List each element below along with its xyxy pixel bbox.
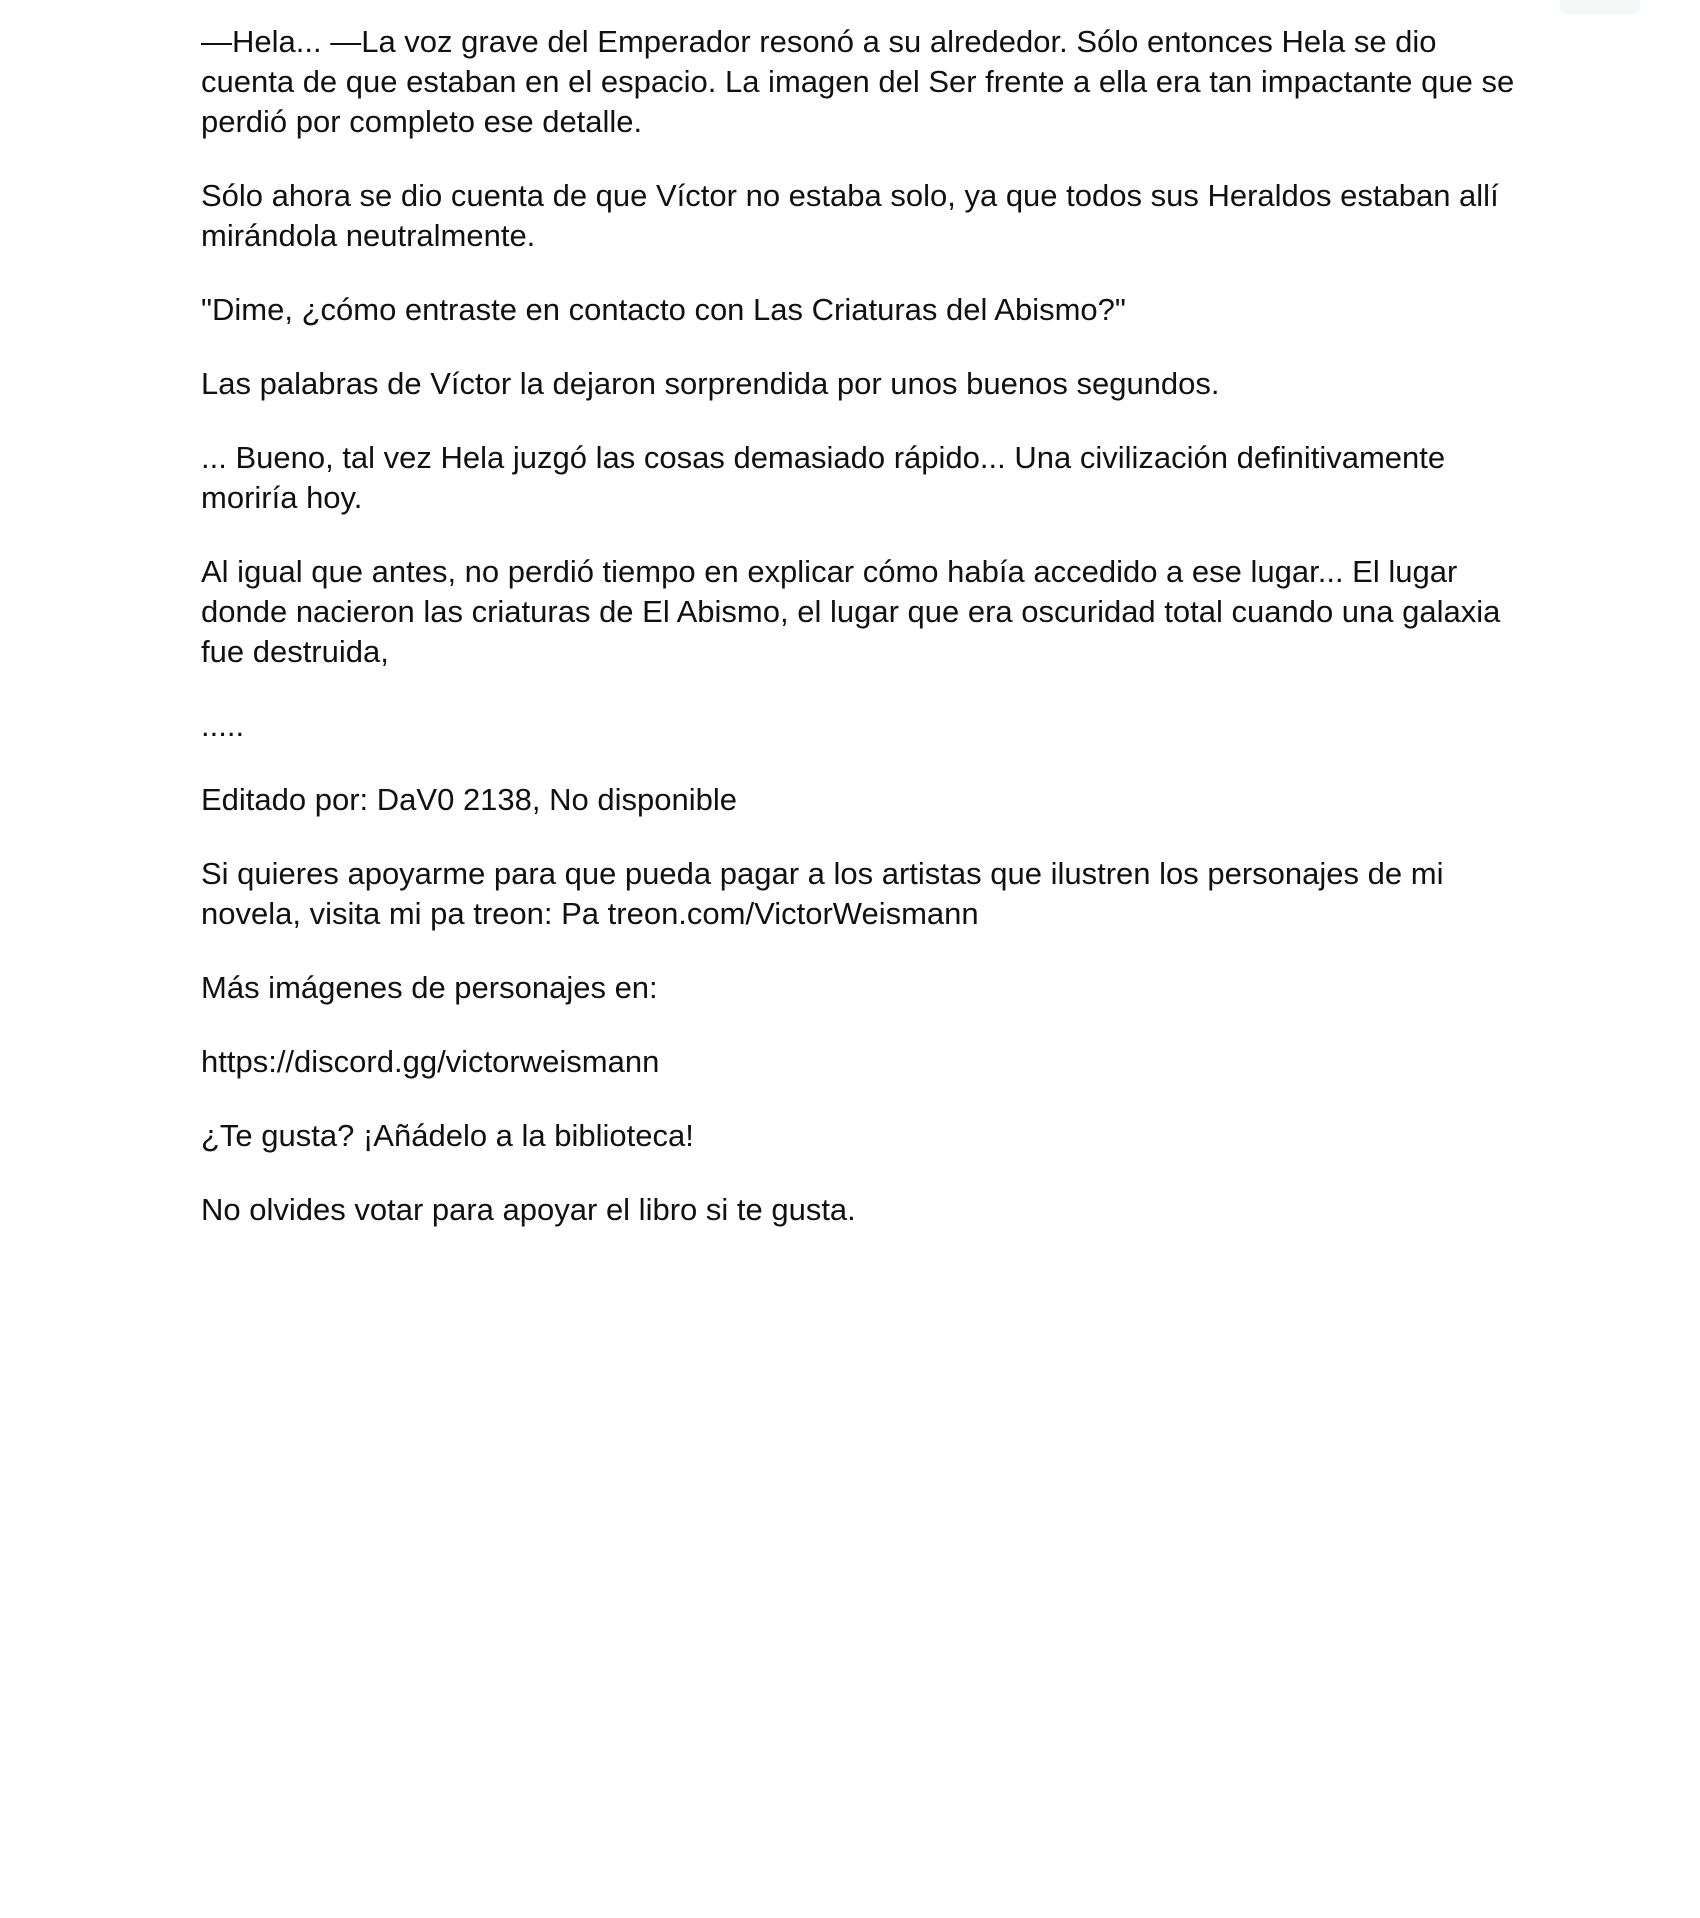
editor-credit: Editado por: DaV0 2138, No disponible (201, 782, 737, 817)
separator-dots: ..... (201, 708, 245, 743)
paragraph-2: Sólo ahora se dio cuenta de que Víctor no estaba solo, ya que todos sus Heraldos estaban allí mirándola neutralmente. (201, 178, 1499, 253)
paragraph-4: Las palabras de Víctor la dejaron sorprendida por unos buenos segundos. (201, 366, 1220, 401)
paragraph-1: —Hela... —La voz grave del Emperador resonó a su alrededor. Sólo entonces Hela se dio cuenta de que estaban en el espacio. La imagen del Ser frente a ella era tan impactante que se perdió por completo ese detalle. (201, 24, 1515, 139)
corner-tab (1560, 0, 1640, 14)
discord-link[interactable]: https://discord.gg/victorweismann (201, 1044, 660, 1079)
more-images-note: Más imágenes de personajes en: (201, 970, 658, 1005)
library-prompt: ¿Te gusta? ¡Añádelo a la biblioteca! (201, 1118, 694, 1153)
paragraph-6: Al igual que antes, no perdió tiempo en explicar cómo había accedido a ese lugar... El lugar donde nacieron las criaturas de El Abismo, el lugar que era oscuridad total cuando una galaxia fue destruida, (201, 554, 1501, 669)
document-body (201, 22, 1531, 1264)
vote-prompt: No olvides votar para apoyar el libro si te gusta. (201, 1192, 856, 1227)
patreon-note: Si quieres apoyarme para que pueda pagar a los artistas que ilustren los personajes de mi novela, visita mi pa treon: Pa treon.com/VictorWeismann (201, 856, 1444, 931)
paragraph-3: "Dime, ¿cómo entraste en contacto con Las Criaturas del Abismo?" (201, 292, 1126, 327)
paragraph-5: ... Bueno, tal vez Hela juzgó las cosas demasiado rápido... Una civilización definitivamente moriría hoy. (201, 440, 1446, 515)
